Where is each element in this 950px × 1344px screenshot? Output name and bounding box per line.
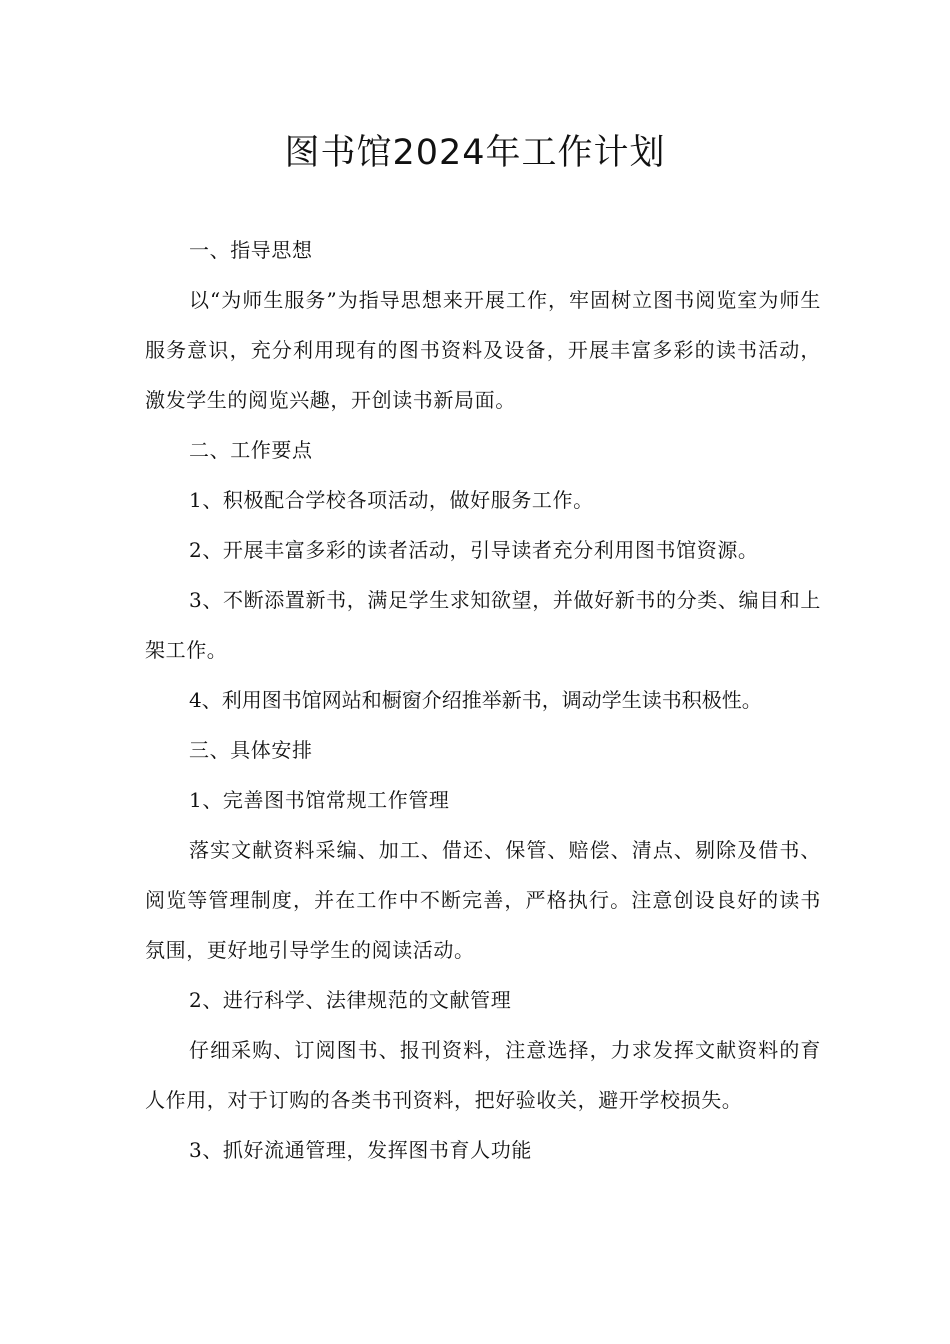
paragraph-literature-management: 仔细采购、订阅图书、报刊资料，注意选择，力求发挥文献资料的育人作用，对于订购的各类书刊资料，把好验收关，避开学校损失。 [145, 1038, 821, 1112]
section-heading-guiding-idea: 一、指导思想 [189, 238, 313, 262]
list-item-work-point-1: 1、积极配合学校各项活动，做好服务工作。 [189, 488, 594, 512]
list-item-work-point-3: 3、不断添置新书，满足学生求知欲望，并做好新书的分类、编目和上架工作。 [145, 588, 821, 662]
list-item-work-point-4: 4、利用图书馆网站和橱窗介绍推举新书，调动学生读书积极性。 [189, 688, 762, 712]
subheading-literature-management: 2、进行科学、法律规范的文献管理 [189, 988, 512, 1012]
document-body [145, 225, 821, 1175]
section-heading-work-points: 二、工作要点 [189, 438, 313, 462]
subheading-routine-management: 1、完善图书馆常规工作管理 [189, 788, 450, 812]
list-item-work-point-2: 2、开展丰富多彩的读者活动，引导读者充分利用图书馆资源。 [189, 538, 759, 562]
section-heading-arrangements: 三、具体安排 [189, 738, 313, 762]
document-title: 图书馆2024年工作计划 [284, 133, 666, 173]
paragraph-routine-management: 落实文献资料采编、加工、借还、保管、赔偿、清点、剔除及借书、阅览等管理制度，并在工作中不断完善，严格执行。注意创设良好的读书氛围，更好地引导学生的阅读活动。 [145, 838, 821, 962]
paragraph-guiding-idea: 以“为师生服务”为指导思想来开展工作，牢固树立图书阅览室为师生服务意识，充分利用现有的图书资料及设备，开展丰富多彩的读书活动，激发学生的阅览兴趣，开创读书新局面。 [145, 288, 821, 412]
subheading-circulation-management: 3、抓好流通管理，发挥图书育人功能 [189, 1138, 532, 1162]
